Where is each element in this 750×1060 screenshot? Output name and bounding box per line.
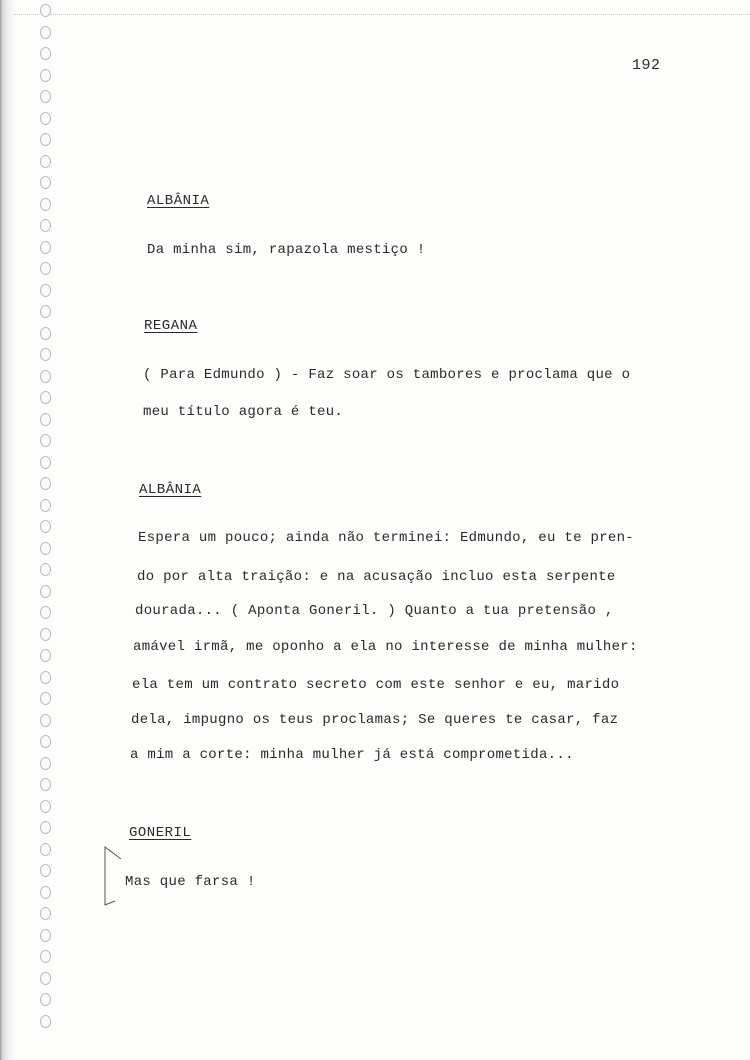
punch-hole — [40, 69, 51, 82]
punch-hole — [40, 262, 51, 275]
punch-hole — [40, 993, 51, 1006]
page-binding-edge — [0, 0, 14, 1060]
page-number: 192 — [632, 57, 661, 74]
punch-hole — [40, 413, 51, 426]
punch-hole — [40, 176, 51, 189]
punch-hole — [40, 477, 51, 490]
punch-hole — [40, 155, 51, 168]
punch-hole — [40, 1015, 51, 1028]
punch-hole — [40, 714, 51, 727]
paper-top-edge — [14, 14, 750, 15]
punch-hole — [40, 133, 51, 146]
punch-hole — [40, 499, 51, 512]
punch-hole — [40, 305, 51, 318]
punch-hole — [40, 456, 51, 469]
punch-hole — [40, 520, 51, 533]
punch-hole — [40, 929, 51, 942]
punch-hole — [40, 26, 51, 39]
punch-hole — [40, 606, 51, 619]
punch-hole — [40, 886, 51, 899]
dialogue-line: meu título agora é teu. — [143, 404, 344, 420]
punch-hole — [40, 907, 51, 920]
punch-hole — [40, 47, 51, 60]
punch-hole — [40, 864, 51, 877]
punch-hole — [40, 391, 51, 404]
dialogue-line: Da minha sim, rapazola mestiço ! — [147, 242, 426, 258]
dialogue-line: Mas que farsa ! — [125, 874, 256, 890]
punch-hole — [40, 778, 51, 791]
speaker-albania-2: ALBÂNIA — [139, 482, 202, 498]
punch-hole — [40, 348, 51, 361]
punch-hole — [40, 90, 51, 103]
punch-hole — [40, 241, 51, 254]
punch-hole — [40, 843, 51, 856]
speaker-albania-1: ALBÂNIA — [147, 193, 210, 209]
punch-hole — [40, 628, 51, 641]
punch-hole — [40, 649, 51, 662]
dialogue-line: dourada... ( Aponta Goneril. ) Quanto a tua pretensão , — [135, 603, 614, 619]
punch-hole — [40, 370, 51, 383]
punch-hole — [40, 198, 51, 211]
punch-hole — [40, 585, 51, 598]
punch-hole — [40, 800, 51, 813]
punch-hole — [40, 671, 51, 684]
dialogue-line: ela tem um contrato secreto com este senhor e eu, marido — [132, 677, 620, 693]
dialogue-line: dela, impugno os teus proclamas; Se queres te casar, faz — [131, 712, 619, 728]
speaker-goneril: GONERIL — [129, 825, 192, 841]
punch-hole — [40, 563, 51, 576]
punch-hole — [40, 972, 51, 985]
punch-hole — [40, 950, 51, 963]
dialogue-line: do por alta traição: e na acusação incluo esta serpente — [137, 569, 616, 585]
punch-hole — [40, 434, 51, 447]
margin-bracket-mark — [101, 845, 123, 911]
dialogue-line: Espera um pouco; ainda não terminei: Edmundo, eu te pren- — [138, 530, 634, 546]
punch-hole — [40, 284, 51, 297]
punch-hole — [40, 735, 51, 748]
punch-hole — [40, 219, 51, 232]
punch-hole — [40, 4, 51, 17]
punch-hole — [40, 112, 51, 125]
punch-hole — [40, 692, 51, 705]
dialogue-line: ( Para Edmundo ) - Faz soar os tambores e proclama que o — [143, 367, 631, 383]
punch-hole — [40, 821, 51, 834]
speaker-regana: REGANA — [144, 318, 198, 334]
punch-hole — [40, 757, 51, 770]
dialogue-line: a mim a corte: minha mulher já está comprometida... — [130, 747, 574, 763]
punch-hole — [40, 327, 51, 340]
punch-holes — [36, 0, 58, 1060]
dialogue-line: amável irmã, me oponho a ela no interesse de minha mulher: — [133, 639, 638, 655]
punch-hole — [40, 542, 51, 555]
